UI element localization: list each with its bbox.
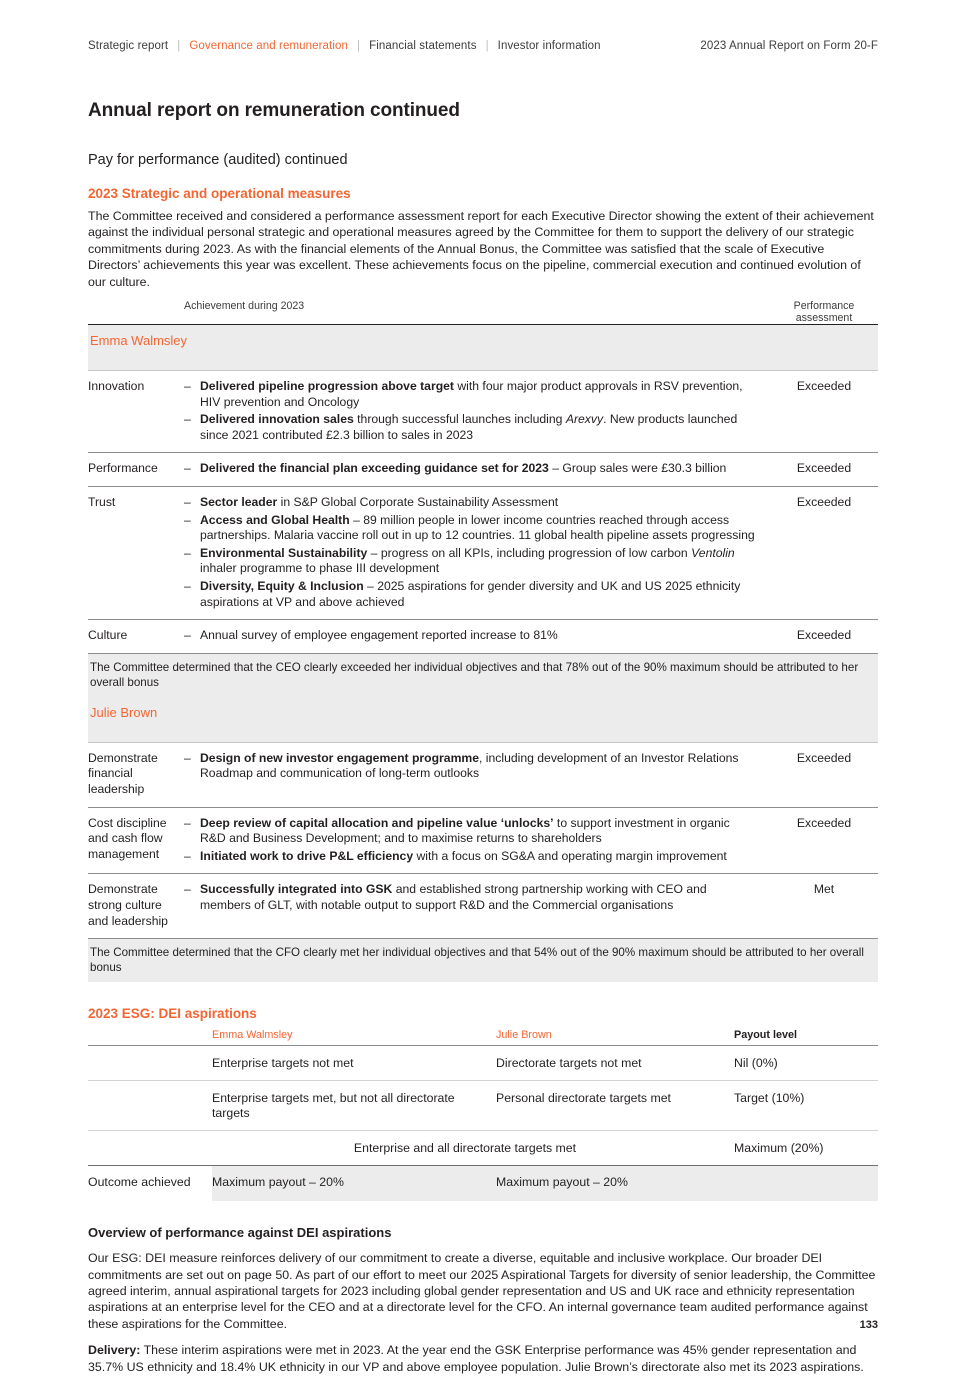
bullet-bold-lead: Access and Global Health [200,512,350,527]
performance-assessment-value: Exceeded [796,495,852,509]
document-reference: 2023 Annual Report on Form 20-F [700,40,878,52]
dei-outcome-payout [734,1166,878,1201]
runhead-separator: | [177,40,181,52]
dei-header-julie-brown: Julie Brown [496,1029,552,1042]
bullet-italic: Arexvy [565,412,604,427]
header-blank [88,300,184,325]
bullet-bold-lead: Delivered the financial plan exceeding guidance set for 2023 [200,461,549,476]
table-row [88,620,878,653]
measure-label: Trust [88,495,116,509]
bullet-rest: in S&P Global Corporate Sustainability Assessment [277,495,559,509]
dei-header-payout-level: Payout level [734,1029,798,1042]
committee-determination-note-cfo: The Committee determined that the CFO clearly met her individual objectives and that 54% out of the 90% maximum should be attributed to her overall bonus [88,939,878,982]
dei-aspirations-heading: 2023 ESG: DEI aspirations [88,1006,257,1022]
dei-combined-cell: Enterprise and all directorate targets met [353,1141,577,1156]
bullet-rest: , including development of an Investor Relations Roadmap and communication of long-term outlooks [200,750,739,781]
measure-achievement [184,620,770,653]
runhead-item-strategic-report[interactable]: Strategic report [88,40,169,52]
list-item [184,546,756,577]
measure-achievement [184,808,770,874]
measure-achievement [184,371,770,453]
dei-row-label [88,1046,212,1081]
list-item [184,849,756,865]
achievement-bullet-list [184,882,756,913]
bullet-bold-lead: Deep review of capital allocation and pipeline value ‘unlocks’ [200,815,554,830]
bullet-bold-lead: Successfully integrated into GSK [200,882,393,897]
strategic-measures-heading: 2023 Strategic and operational measures [88,186,351,201]
dei-row-label [88,1081,212,1131]
measure-achievement [184,874,770,938]
table-row [88,1046,878,1081]
running-head [88,40,878,52]
bullet-tail: inhaler programme to phase III development [200,561,440,576]
table-row [88,1131,878,1166]
bullet-bold-lead: Delivered innovation sales [200,412,354,427]
dei-outcome-julie: Maximum payout – 20% [496,1166,734,1201]
committee-determination-note-ceo: The Committee determined that the CEO clearly exceeded her individual objectives and that 78% out of the 90% maximum should be attributed to her overall bonus [88,654,878,697]
measure-label: Demonstrate strong culture and leadership [88,882,168,928]
performance-assessment-value: Exceeded [796,461,852,476]
delivery-text: These interim aspirations were met in 2023. At the year end the GSK Enterprise performance was 45% gender representation and 35.7% US ethnicity and 18.4% UK ethnicity in our VP and above employee population. Julie Brown’s directorate also met its 2023 aspirations. [88,1343,864,1374]
bullet-rest: with a focus on SG&A and operating margin improvement [413,848,727,863]
dei-emma-cell: Enterprise targets met, but not all directorate targets [212,1091,455,1121]
table-row [88,453,878,486]
bullet-bold-lead: Sector leader [200,495,278,509]
performance-assessment-value: Exceeded [796,815,852,830]
list-item [184,495,756,511]
measure-label: Culture [88,628,128,643]
dei-header-emma-walmsley: Emma Walmsley [212,1029,293,1042]
list-item [184,751,756,782]
measure-achievement [184,743,770,807]
bullet-rest: Annual survey of employee engagement reported increase to 81% [200,628,558,643]
measure-label: Performance [88,461,158,476]
header-achievement: Achievement during 2023 [184,300,305,313]
performance-assessment-value: Exceeded [796,628,852,643]
dei-table-header [88,1029,878,1046]
list-item [184,882,756,913]
runhead-separator: | [357,40,361,52]
executive-name: Emma Walmsley [90,333,188,349]
table-row [88,808,878,874]
runhead-item-governance-and-remuneration[interactable]: Governance and remuneration [189,40,348,52]
table-row [88,743,878,807]
bullet-rest: with four major product approvals in RSV prevention, HIV prevention and Oncology [200,379,743,409]
dei-outcome-label: Outcome achieved [88,1166,212,1201]
measure-achievement [184,453,770,486]
header-assessment: Performance assessment [793,300,855,325]
page-number: 133 [859,1319,878,1331]
bullet-bold-lead: Initiated work to drive P&L efficiency [200,848,414,863]
runhead-separator: | [485,40,489,52]
bullet-rest: – Group sales were £30.3 billion [548,461,727,476]
executive-name-band-emma-walmsley [88,325,878,371]
delivery-label: Delivery: [88,1343,141,1358]
bullet-tail: . New products launched since 2021 contributed £2.3 billion to sales in 2023 [200,412,738,442]
list-item [184,412,756,443]
runhead-item-financial-statements[interactable]: Financial statements [369,40,477,52]
list-item [184,816,756,847]
achievement-bullet-list [184,751,756,782]
dei-outcome-row [88,1166,878,1201]
measures-table-header [88,300,878,325]
executive-name-band-julie-brown [88,697,878,743]
bullet-bold-lead: Design of new investor engagement programme [200,750,480,765]
strategic-measures-intro: The Committee received and considered a performance assessment report for each Executive Director showing the extent of their achievement against the individual personal strategic and operational measures agreed by the Committee for them to support the delivery of our strategic commitments during 2023. As with the financial elements of the Annual Bonus, the Committee was satisfied that the scale of Executive Directors’ achievements this year was excellent. These achievements focus on the pipeline, commercial execution and continued evolution of our culture. [88,209,874,289]
measure-label: Cost discipline and cash flow management [88,815,167,861]
bullet-rest: – 2025 aspirations for gender diversity and UK and US 2025 ethnicity aspirations at VP and above achieved [200,578,741,609]
table-row [88,874,878,938]
list-item [184,513,756,544]
page-content [88,100,878,1385]
table-row [88,487,878,620]
section-spacer [88,1201,878,1225]
dei-delivery-paragraph [88,1342,878,1375]
bullet-bold-lead: Delivered pipeline progression above target [200,379,454,394]
table-row [88,1081,878,1131]
list-item [184,628,756,644]
achievement-bullet-list [184,816,756,865]
bullet-bold-lead: Environmental Sustainability [200,545,368,560]
performance-assessment-value: Exceeded [796,750,852,765]
bullet-rest: – progress on all KPIs, including progression of low carbon [367,545,692,560]
achievement-bullet-list [184,495,756,610]
list-item [184,461,756,477]
running-head-nav [88,40,601,52]
achievement-bullet-list [184,461,756,477]
bullet-rest: to support investment in organic R&D and Business Development; and to maximise returns to shareholders [200,815,730,846]
dei-payout-cell: Nil (0%) [734,1056,778,1071]
measure-label: Innovation [88,379,145,394]
dei-julie-cell: Directorate targets not met [496,1056,642,1071]
measure-achievement [184,487,770,620]
section-subtitle: Pay for performance (audited) continued [88,152,348,168]
dei-row-label [88,1131,212,1166]
dei-header-blank [88,1029,212,1046]
achievement-bullet-list [184,379,756,443]
bullet-rest: and established strong partnership working with CEO and members of GLT, with notable output to support R&D and the Commercial organisations [200,882,707,912]
dei-julie-cell: Personal directorate targets met [496,1091,671,1106]
dei-overview-paragraph: Our ESG: DEI measure reinforces delivery of our commitment to create a diverse, equitable and inclusive workplace. Our broader DEI commitments are set out on page 50. As part of our effort to meet our 2025 Aspirational Targets for diversity of senior leadership, the Committee agreed interim, annual aspirational targets for 2023 including global gender representation and US and UK race and ethnicity representation aspirations at an enterprise level for the CEO and at a directorate level for the CFO. An internal governance team audited performance against these aspirations for the Committee. [88,1251,876,1331]
performance-assessment-value: Exceeded [796,379,852,394]
bullet-bold-lead: Diversity, Equity & Inclusion [200,578,364,593]
performance-assessment-value: Met [813,882,835,897]
section-spacer [88,982,878,1006]
dei-payout-cell: Target (10%) [734,1091,805,1106]
dei-overview-heading: Overview of performance against DEI aspirations [88,1225,392,1241]
page-title: Annual report on remuneration continued [88,100,460,121]
table-row [88,371,878,453]
achievement-bullet-list [184,628,756,644]
bullet-italic: Ventolin [691,545,735,560]
bullet-rest: through successful launches including [353,412,566,427]
runhead-item-investor-information[interactable]: Investor information [497,40,601,52]
list-item [184,379,756,410]
dei-aspirations-table [88,1029,878,1201]
list-item [184,579,756,610]
dei-emma-cell: Enterprise targets not met [212,1056,354,1071]
dei-outcome-emma: Maximum payout – 20% [212,1166,496,1201]
executive-name: Julie Brown [90,704,158,720]
measure-label: Demonstrate financial leadership [88,750,158,796]
bullet-rest: – 89 million people in lower income countries reached through access partnerships. Malaria vaccine roll out in up to 12 countries. 11 global health pipeline assets progressing [200,512,755,543]
strategic-measures-table [88,300,878,982]
dei-payout-cell: Maximum (20%) [734,1141,824,1156]
